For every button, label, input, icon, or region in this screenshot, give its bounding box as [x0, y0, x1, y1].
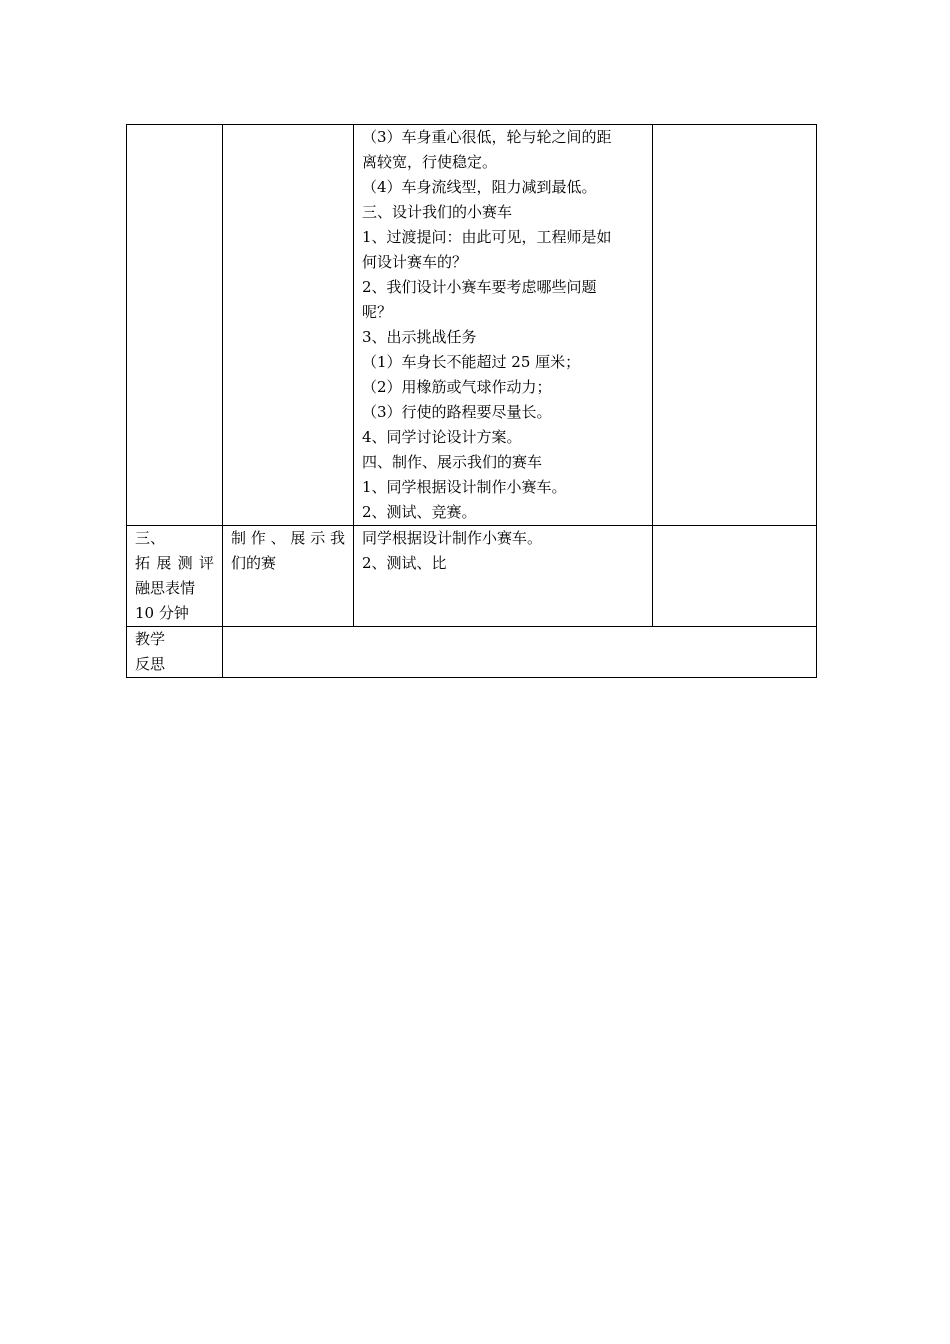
stage-line: 10 分钟: [135, 604, 189, 622]
reflection-content-cell: [223, 627, 817, 678]
stage-cell: [127, 125, 223, 526]
table-row: [127, 627, 817, 678]
stage-line: 三、: [135, 529, 166, 547]
activity-line: 1、过渡提问：由此可见，工程师是如: [362, 228, 612, 246]
topic-cell: [223, 125, 354, 526]
table-row: [127, 125, 817, 526]
topic-line: 们的赛: [231, 554, 277, 572]
activity-line: 4、同学讨论设计方案。: [362, 428, 522, 446]
topic-cell: [223, 526, 354, 627]
activity-line: （1）车身长不能超过 25 厘米；: [362, 353, 581, 371]
activity-line: 2、我们设计小赛车要考虑哪些问题: [362, 278, 597, 296]
notes-cell: [653, 125, 817, 526]
reflection-label-line: 反思: [135, 655, 166, 673]
activity-line: 2、测试、比: [362, 554, 447, 572]
activity-line: 同学根据设计制作小赛车。: [362, 529, 543, 547]
activity-line: （3）车身重心很低，轮与轮之间的距: [362, 128, 612, 146]
activity-cell: [354, 125, 653, 526]
activity-line: 离较宽，行使稳定。: [362, 153, 498, 171]
stage-line: 拓展测评: [135, 554, 214, 572]
activity-line: （2）用橡筋或气球作动力；: [362, 378, 552, 396]
activity-line: （4）车身流线型，阻力减到最低。: [362, 178, 597, 196]
activity-line: 3、出示挑战任务: [362, 328, 477, 346]
reflection-label-line: 教学: [135, 630, 166, 648]
lesson-plan-table: [126, 124, 817, 678]
activity-line: 何设计赛车的？: [362, 253, 468, 271]
stage-line: 融思表情: [135, 579, 196, 597]
activity-line: （3）行使的路程要尽量长。: [362, 403, 552, 421]
table-row: [127, 526, 817, 627]
notes-cell: [653, 526, 817, 627]
activity-line: 三、设计我们的小赛车: [362, 203, 513, 221]
activity-line: 呢？: [362, 303, 393, 321]
activity-cell: [354, 526, 653, 627]
stage-cell: [127, 526, 223, 627]
activity-line: 1、同学根据设计制作小赛车。: [362, 478, 567, 496]
activity-line: 四、制作、展示我们的赛车: [362, 453, 543, 471]
reflection-label-cell: [127, 627, 223, 678]
topic-line: 制作、展示我: [231, 529, 345, 547]
activity-line: 2、测试、竞赛。: [362, 503, 477, 521]
